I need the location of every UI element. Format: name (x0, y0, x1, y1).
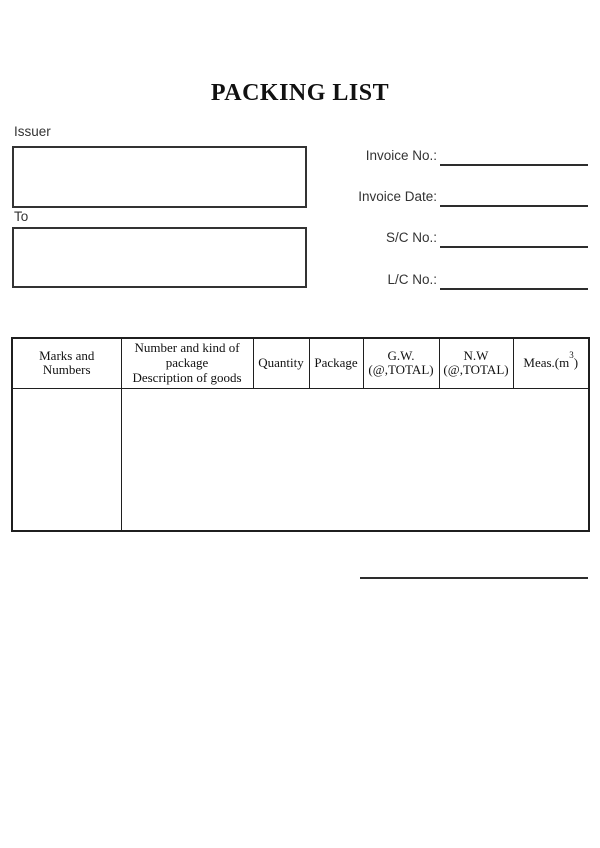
issuer-label: Issuer (14, 124, 51, 139)
col-header-net-weight (439, 338, 513, 388)
table-header-row (12, 338, 589, 388)
header-line: G.W. (387, 347, 415, 363)
col-header-gross-weight (363, 338, 439, 388)
col-header-measurement (513, 338, 589, 388)
meas-label-text: Meas.(m (523, 354, 570, 370)
lc-no-row (0, 271, 600, 290)
col-header-package: Package (309, 338, 363, 388)
header-line: Description of goods (132, 369, 242, 385)
header-line: N.W (463, 347, 489, 363)
col-header-marks-and-numbers: Marks and Numbers (12, 338, 121, 388)
details-entry-cell[interactable] (121, 388, 589, 531)
sc-no-input[interactable] (440, 229, 588, 248)
header-line: (@,TOTAL) (368, 362, 434, 378)
to-label: To (14, 209, 29, 224)
header-line: package (165, 354, 209, 370)
signature-line (360, 577, 588, 579)
document-title: PACKING LIST (210, 80, 390, 106)
col-header-package-description (121, 338, 253, 388)
lc-no-input[interactable] (440, 271, 588, 290)
invoice-date-row (0, 188, 600, 207)
col-header-quantity: Quantity (253, 338, 309, 388)
header-line: Number and kind of (134, 340, 240, 356)
sc-no-row (0, 229, 600, 248)
marks-entry-cell[interactable] (12, 388, 121, 531)
lc-no-label: L/C No.: (387, 272, 437, 287)
items-table (11, 337, 590, 532)
invoice-no-row (0, 147, 600, 166)
invoice-no-label: Invoice No.: (365, 148, 437, 163)
table-body-row (12, 388, 589, 531)
meas-superscript: 3 (569, 349, 574, 360)
invoice-no-input[interactable] (440, 147, 588, 166)
sc-no-label: S/C No.: (385, 230, 437, 245)
meas-label-close: ) (573, 354, 579, 370)
invoice-date-label: Invoice Date: (358, 189, 437, 204)
header-line: (@,TOTAL) (443, 362, 509, 378)
invoice-date-input[interactable] (440, 188, 588, 207)
